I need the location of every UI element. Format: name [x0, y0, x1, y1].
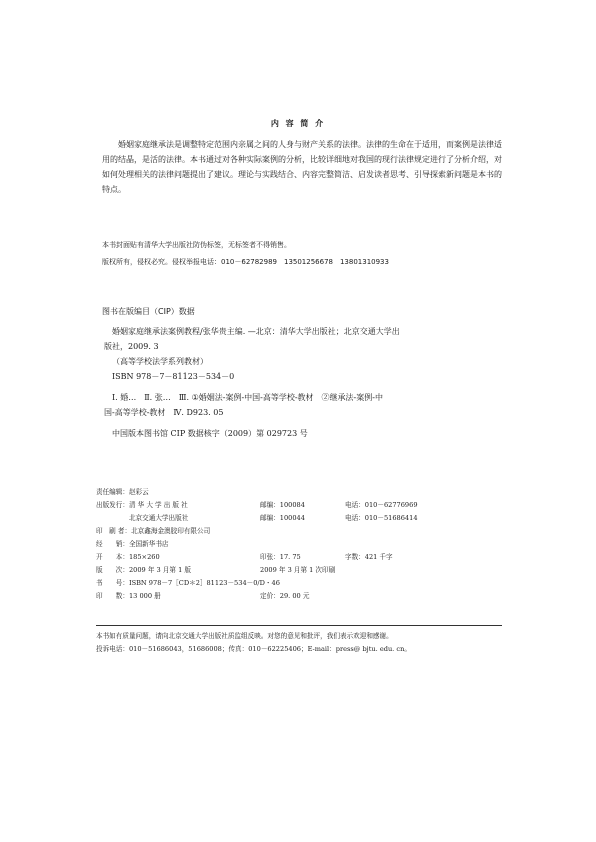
publishing-row [96, 538, 502, 551]
publishing-field: 北京交通大学出版社 [96, 514, 189, 522]
publishing-row [96, 512, 502, 525]
publishing-field: 开 本：185×260 [96, 553, 160, 561]
publishing-field: 印 刷 者：北京鑫海金澳胶印有限公司 [96, 527, 211, 535]
cip-line: 国-高等学校-教材 Ⅳ. D923. 05 [104, 408, 224, 417]
cip-line: Ⅰ. 婚… Ⅱ. 张… Ⅲ. ①婚姻法-案例-中国-高等学校-教材 ②继承法-案例-中 [112, 393, 383, 402]
footer-line: 投诉电话：010－51686043，51686008；传真：010－62225406；E-mail：press@ bjtu. edu. cn。 [96, 645, 411, 653]
publishing-field: 邮编：100084 [260, 501, 305, 509]
publishing-field: 出版发行：清 华 大 学 出 版 社 [96, 501, 188, 509]
publishing-row [96, 486, 502, 499]
intro-title: 内 容 简 介 [270, 119, 326, 128]
publishing-info [96, 486, 502, 603]
publishing-field: 定价：29. 00 元 [260, 592, 310, 600]
publishing-field: 邮编：100044 [260, 514, 305, 522]
cip-line: 版社，2009. 3 [104, 342, 159, 351]
publishing-row [96, 590, 502, 603]
copyright-notice: 版权所有，侵权必究。侵权举报电话：010－62782989 13501256678 13801310933 [102, 258, 389, 266]
publishing-field: 电话：010－51686414 [345, 514, 418, 522]
publishing-field: 印 数：13 000 册 [96, 592, 161, 600]
intro-paragraph: 婚姻家庭继承法是调整特定范围内亲属之间的人身与财产关系的法律。法律的生命在于适用，而案例是法律适用的结晶，是活的法律。本书通过对各种实际案例的分析，比较详细地对我国的现行法律规定进行了分析介绍，对如何处理相关的法律问题提出了建议。理论与实践结合、内容完整简洁、启发读者思考、引导探索新问题是本书的特点。 [102, 140, 502, 194]
publishing-field: 印张：17. 75 [260, 553, 301, 561]
publishing-field: 书 号：ISBN 978－7［CD＊2］81123－534－0/D・46 [96, 579, 280, 587]
divider [96, 625, 502, 626]
publishing-row [96, 499, 502, 512]
publishing-row [96, 564, 502, 577]
publishing-row [96, 525, 502, 538]
publishing-row [96, 577, 502, 590]
cip-line: 婚姻家庭继承法案例教程/张华贵主编. —北京：清华大学出版社；北京交通大学出 [112, 327, 400, 336]
cip-line: ISBN 978－7－81123－534－0 [112, 372, 235, 381]
publishing-field: 电话：010－62776969 [345, 501, 418, 509]
publishing-row [96, 551, 502, 564]
publishing-field: 2009 年 3 月第 1 次印刷 [260, 566, 336, 574]
footer-line: 本书如有质量问题，请向北京交通大学出版社质监组反映。对您的意见和批评，我们表示欢迎和感谢。 [96, 632, 393, 640]
publishing-field: 版 次：2009 年 3 月第 1 版 [96, 566, 191, 574]
footer-notice [96, 630, 502, 656]
cip-title: 图书在版编目（CIP）数据 [102, 307, 195, 316]
cip-line: 中国版本图书馆 CIP 数据核字（2009）第 029723 号 [112, 429, 308, 438]
intro-body [102, 137, 502, 197]
cip-data-block [104, 324, 502, 441]
publishing-field: 字数：421 千字 [345, 553, 393, 561]
cip-line: （高等学校法学系列教材） [112, 357, 208, 366]
publishing-field: 经 销：全国新华书店 [96, 540, 169, 548]
publishing-field: 责任编辑：赵彩云 [96, 488, 149, 496]
anti-counterfeit-notice: 本书封面贴有清华大学出版社防伪标签，无标签者不得销售。 [102, 241, 291, 249]
